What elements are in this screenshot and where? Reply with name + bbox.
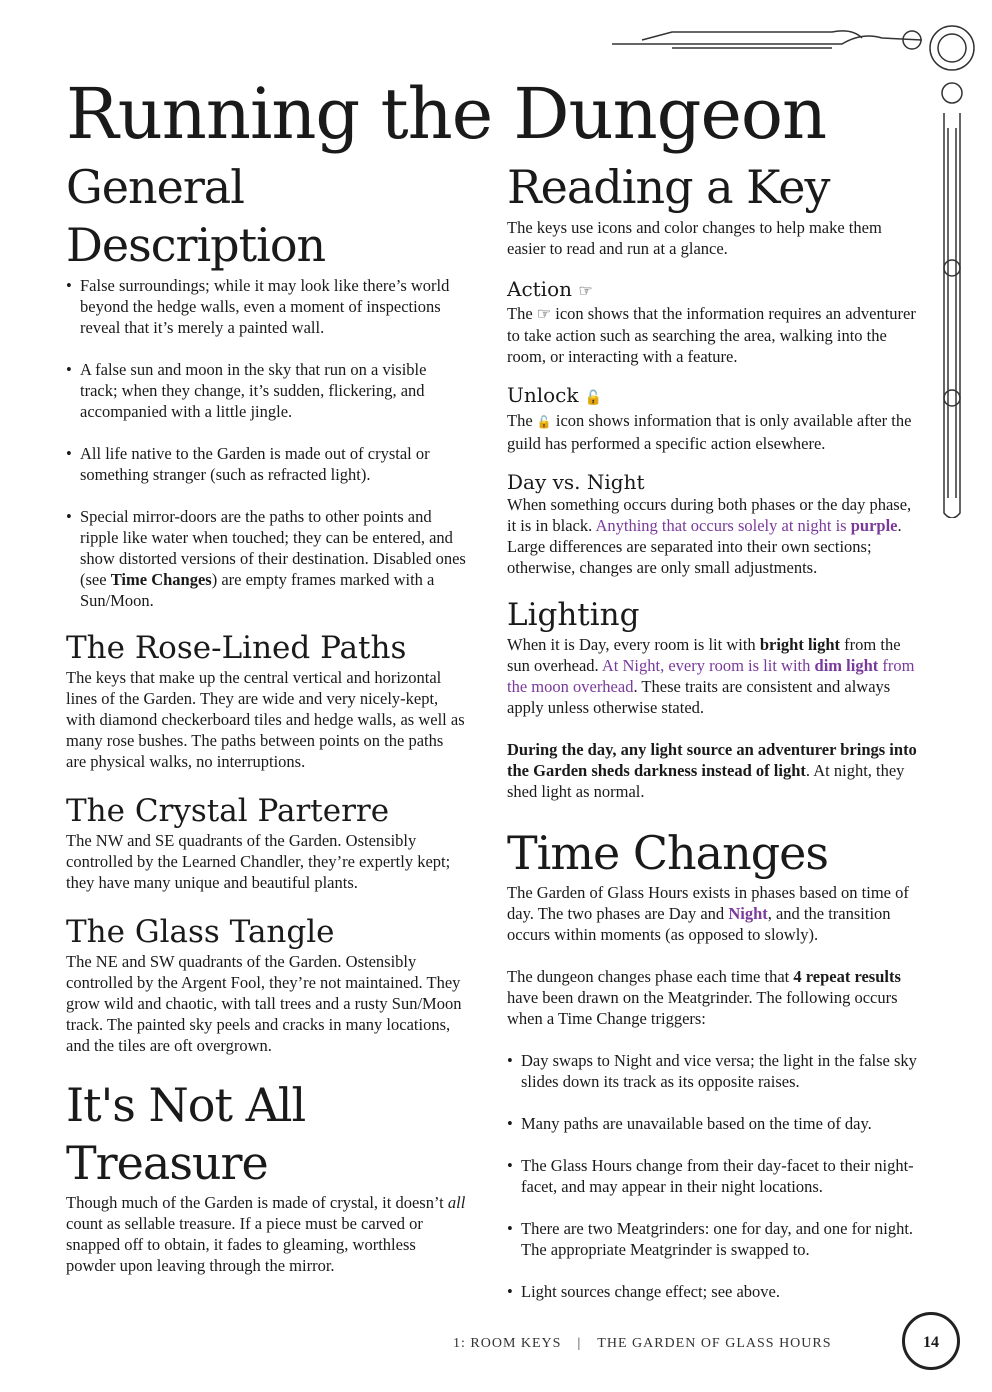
rose-lined-paths-text: The keys that make up the central vertical and horizontal lines of the Garden. They are wide and very nicely-kept, with diamond checkerboard tiles and hedge walls, as well as many rose bushes. The paths between points on the paths are physical walks, no interruptions.	[66, 668, 465, 771]
treasure-heading: It's Not All Treasure	[66, 1078, 306, 1190]
list-text: ) are empty frames marked with a Sun/Moon.	[80, 570, 435, 610]
time-changes-trigger: The dungeon changes phase each time that 4 repeat results have been drawn on the Meatgrinder. The following occurs when a Time Change triggers:	[507, 967, 901, 1028]
list-item	[66, 506, 466, 611]
treasure-text: Though much of the Garden is made of crystal, it doesn’t all count as sellable treasure. If a piece must be carved or snapped off to obtain, it fades to gleaming, worthless powder upon leaving through the mirror.	[66, 1193, 466, 1275]
rose-lined-paths-heading: The Rose-Lined Paths	[66, 630, 407, 666]
action-text: The ☞ icon shows that the information requires an adventurer to take action such as searching the area, walking into the room, or interacting with a feature.	[507, 304, 916, 366]
time-changes-intro: The Garden of Glass Hours exists in phases based on time of day. The two phases are Day and Night, and the transition occurs within moments (as opposed to slowly).	[507, 883, 909, 944]
reading-a-key-text: The keys use icons and color changes to help make them easier to read and run at a glance.	[507, 218, 882, 258]
list-item: • Day swaps to Night and vice versa; the light in the false sky slides down its track as its opposite raises.	[507, 1050, 919, 1092]
lighting-text: When it is Day, every room is lit with bright light from the sun overhead. At Night, every room is lit with dim light from the moon overhead. These traits are consistent and always apply unless otherwise stated.	[507, 635, 915, 717]
unlock-icon: 🔓	[536, 415, 552, 429]
general-description-heading: General Description	[66, 160, 326, 272]
list-item: • There are two Meatgrinders: one for day, and one for night. The appropriate Meatgrinder is swapped to.	[507, 1218, 919, 1260]
footer-separator: |	[577, 1336, 582, 1351]
left-column	[66, 158, 466, 1276]
reading-a-key-heading: Reading a Key	[507, 160, 830, 214]
list-item: • The Glass Hours change from their day-facet to their night-facet, and may appear in their night locations.	[507, 1155, 919, 1197]
general-description-list	[66, 275, 466, 611]
unlock-icon: 🔓	[584, 390, 603, 406]
list-item: • Light sources change effect; see above.	[507, 1281, 919, 1302]
unlock-heading: Unlock 🔓	[507, 383, 919, 410]
list-item: • False surroundings; while it may look like there’s world beyond the hedge walls, even a moment of inspections reveal that it’s merely a painted wall.	[66, 275, 466, 338]
glass-tangle-heading: The Glass Tangle	[66, 914, 335, 950]
lighting-heading: Lighting	[507, 597, 640, 633]
day-vs-night-heading: Day vs. Night	[507, 470, 645, 494]
list-item: • Many paths are unavailable based on the time of day.	[507, 1113, 919, 1134]
list-item: • All life native to the Garden is made out of crystal or something stranger (such as refracted light).	[66, 443, 466, 485]
lighting-darkness-text: During the day, any light source an adventurer brings into the Garden sheds darkness instead of light. At night, they shed light as normal.	[507, 740, 917, 801]
pointing-hand-icon: ☞	[536, 306, 552, 323]
action-heading: Action ☞	[507, 277, 593, 301]
time-changes-reference: Time Changes	[110, 570, 212, 589]
right-column	[507, 158, 919, 1302]
footer-chapter: 1: ROOM KEYS	[453, 1336, 562, 1351]
day-vs-night-text: When something occurs during both phases or the day phase, it is in black. Anything that occurs solely at night is purple. Large differences are separated into their own sections; otherwise, changes are only small adjustments.	[507, 495, 912, 577]
list-text: Special mirror-doors are the paths to other points and ripple like water when touched; they can be entered, and show distorted versions of their destination. Disabled ones (see	[80, 507, 466, 589]
page-footer	[453, 1336, 832, 1352]
crystal-parterre-heading: The Crystal Parterre	[66, 793, 390, 829]
pointing-hand-icon: ☞	[578, 281, 593, 300]
glass-tangle-text: The NE and SW quadrants of the Garden. Ostensibly controlled by the Argent Fool, they’re not maintained. They grow wild and chaotic, with tall trees and a rusty Sun/Moon track. The painted sky peels and cracks in many locations, and the tiles are oft overgrown.	[66, 952, 462, 1055]
time-changes-heading: Time Changes	[507, 826, 829, 880]
list-item: • A false sun and moon in the sky that run on a visible track; when they change, it’s sudden, flickering, and accompanied with a little jingle.	[66, 359, 466, 422]
footer-book-title: THE GARDEN OF GLASS HOURS	[597, 1336, 832, 1351]
page-title: Running the Dungeon	[66, 73, 827, 155]
crystal-parterre-text: The NW and SE quadrants of the Garden. Ostensibly controlled by the Learned Chandler, they’re expertly kept; they have many unique and beautiful plants.	[66, 831, 451, 892]
page-number: 14	[902, 1312, 960, 1370]
unlock-text: The 🔓 icon shows information that is only available after the guild has performed a specific action elsewhere.	[507, 411, 912, 453]
time-changes-list	[507, 1050, 919, 1302]
